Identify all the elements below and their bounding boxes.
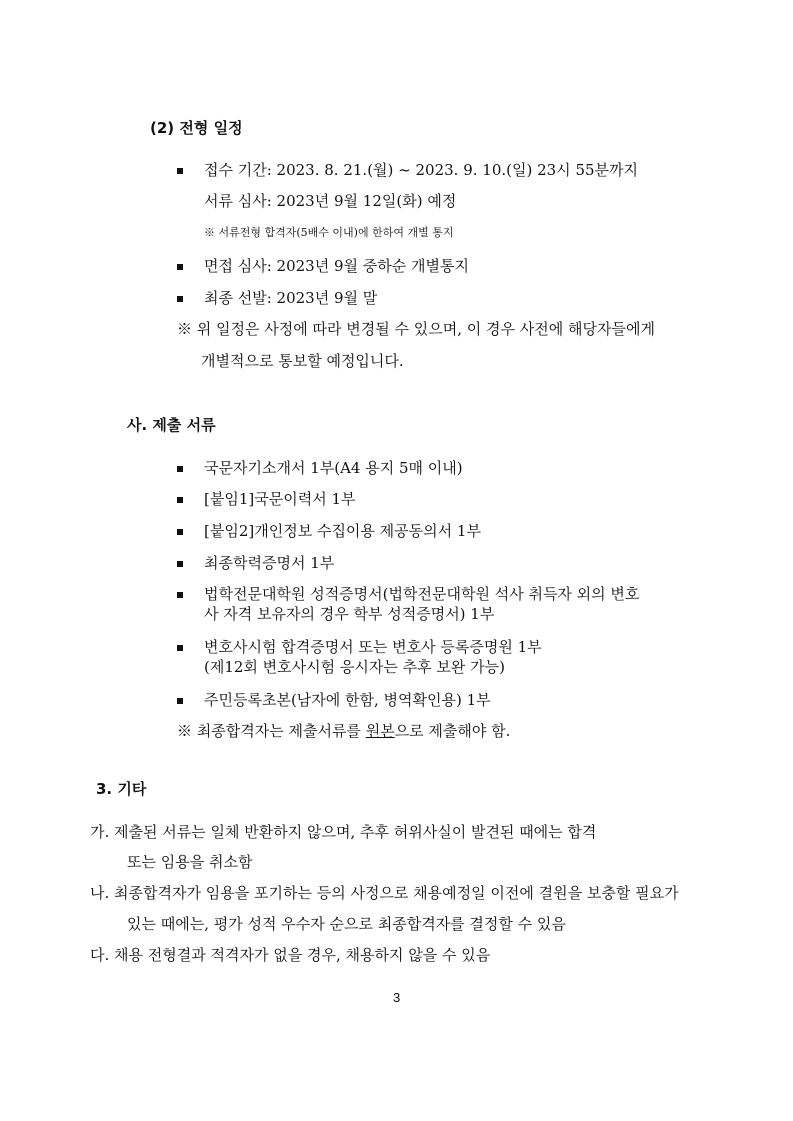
document-item: 최종학력증명서 1부 bbox=[204, 554, 335, 572]
other-item-c: 다. 채용 전형결과 적격자가 없을 경우, 채용하지 않을 수 있음 bbox=[90, 946, 491, 964]
page-number: 3 bbox=[393, 990, 401, 1005]
other-item-b-continued: 있는 때에는, 평가 성적 우수자 순으로 최종합격자를 결정할 수 있음 bbox=[127, 915, 566, 933]
section-heading-schedule: (2) 전형 일정 bbox=[150, 119, 243, 137]
section-heading-documents: 사. 제출 서류 bbox=[127, 416, 216, 434]
schedule-item-document-review: 서류 심사: 2023년 9월 12일(화) 예정 bbox=[204, 192, 457, 210]
documents-note-prefix: ※ 최종합격자는 제출서류를 bbox=[177, 722, 366, 740]
document-item-continued: (제12회 변호사시험 응시자는 추후 보완 가능) bbox=[204, 658, 505, 676]
other-item-a: 가. 제출된 서류는 일체 반환하지 않으며, 추후 허위사실이 발견된 때에는 합격 bbox=[90, 823, 597, 841]
bullet-icon bbox=[177, 497, 183, 503]
documents-note-suffix: 으로 제출해야 함. bbox=[394, 722, 511, 740]
schedule-item-application: 접수 기간: 2023. 8. 21.(월) ~ 2023. 9. 10.(일) 23시 55분까지 bbox=[204, 161, 639, 179]
bullet-icon bbox=[177, 698, 183, 704]
schedule-item-interview: 면접 심사: 2023년 9월 중하순 개별통지 bbox=[204, 257, 469, 275]
bullet-icon bbox=[177, 296, 183, 302]
document-item: [붙임2]개인정보 수집이용 제공동의서 1부 bbox=[204, 522, 481, 540]
bullet-icon bbox=[177, 264, 183, 270]
schedule-note-line1: ※ 위 일정은 사정에 따라 변경될 수 있으며, 이 경우 사전에 해당자들에게 bbox=[177, 320, 655, 338]
bullet-icon bbox=[177, 466, 183, 472]
schedule-item-final: 최종 선발: 2023년 9월 말 bbox=[204, 289, 378, 307]
documents-note-underlined: 원본 bbox=[365, 722, 395, 740]
documents-note bbox=[177, 721, 510, 741]
bullet-icon bbox=[177, 529, 183, 535]
document-item: 법학전문대학원 성적증명서(법학전문대학원 석사 취득자 외의 변호 bbox=[204, 585, 640, 603]
other-item-a-continued: 또는 임용을 취소함 bbox=[127, 853, 253, 871]
section-heading-other: 3. 기타 bbox=[96, 780, 147, 798]
bullet-icon bbox=[177, 645, 183, 651]
schedule-note-line2: 개별적으로 통보할 예정입니다. bbox=[201, 352, 404, 370]
bullet-icon bbox=[177, 592, 183, 598]
bullet-icon bbox=[177, 168, 183, 174]
document-item: 주민등록초본(남자에 한함, 병역확인용) 1부 bbox=[204, 691, 491, 709]
document-item: [붙임1]국문이력서 1부 bbox=[204, 490, 356, 508]
document-item: 변호사시험 합격증명서 또는 변호사 등록증명원 1부 bbox=[204, 638, 542, 656]
document-item-continued: 사 자격 보유자의 경우 학부 성적증명서) 1부 bbox=[204, 605, 495, 623]
schedule-item-notice: ※ 서류전형 합격자(5배수 이내)에 한하여 개별 통지 bbox=[204, 226, 454, 239]
other-item-b: 나. 최종합격자가 임용을 포기하는 등의 사정으로 채용예정일 이전에 결원을 보충할 필요가 bbox=[90, 884, 679, 902]
document-item: 국문자기소개서 1부(A4 용지 5매 이내) bbox=[204, 459, 463, 477]
bullet-icon bbox=[177, 561, 183, 567]
